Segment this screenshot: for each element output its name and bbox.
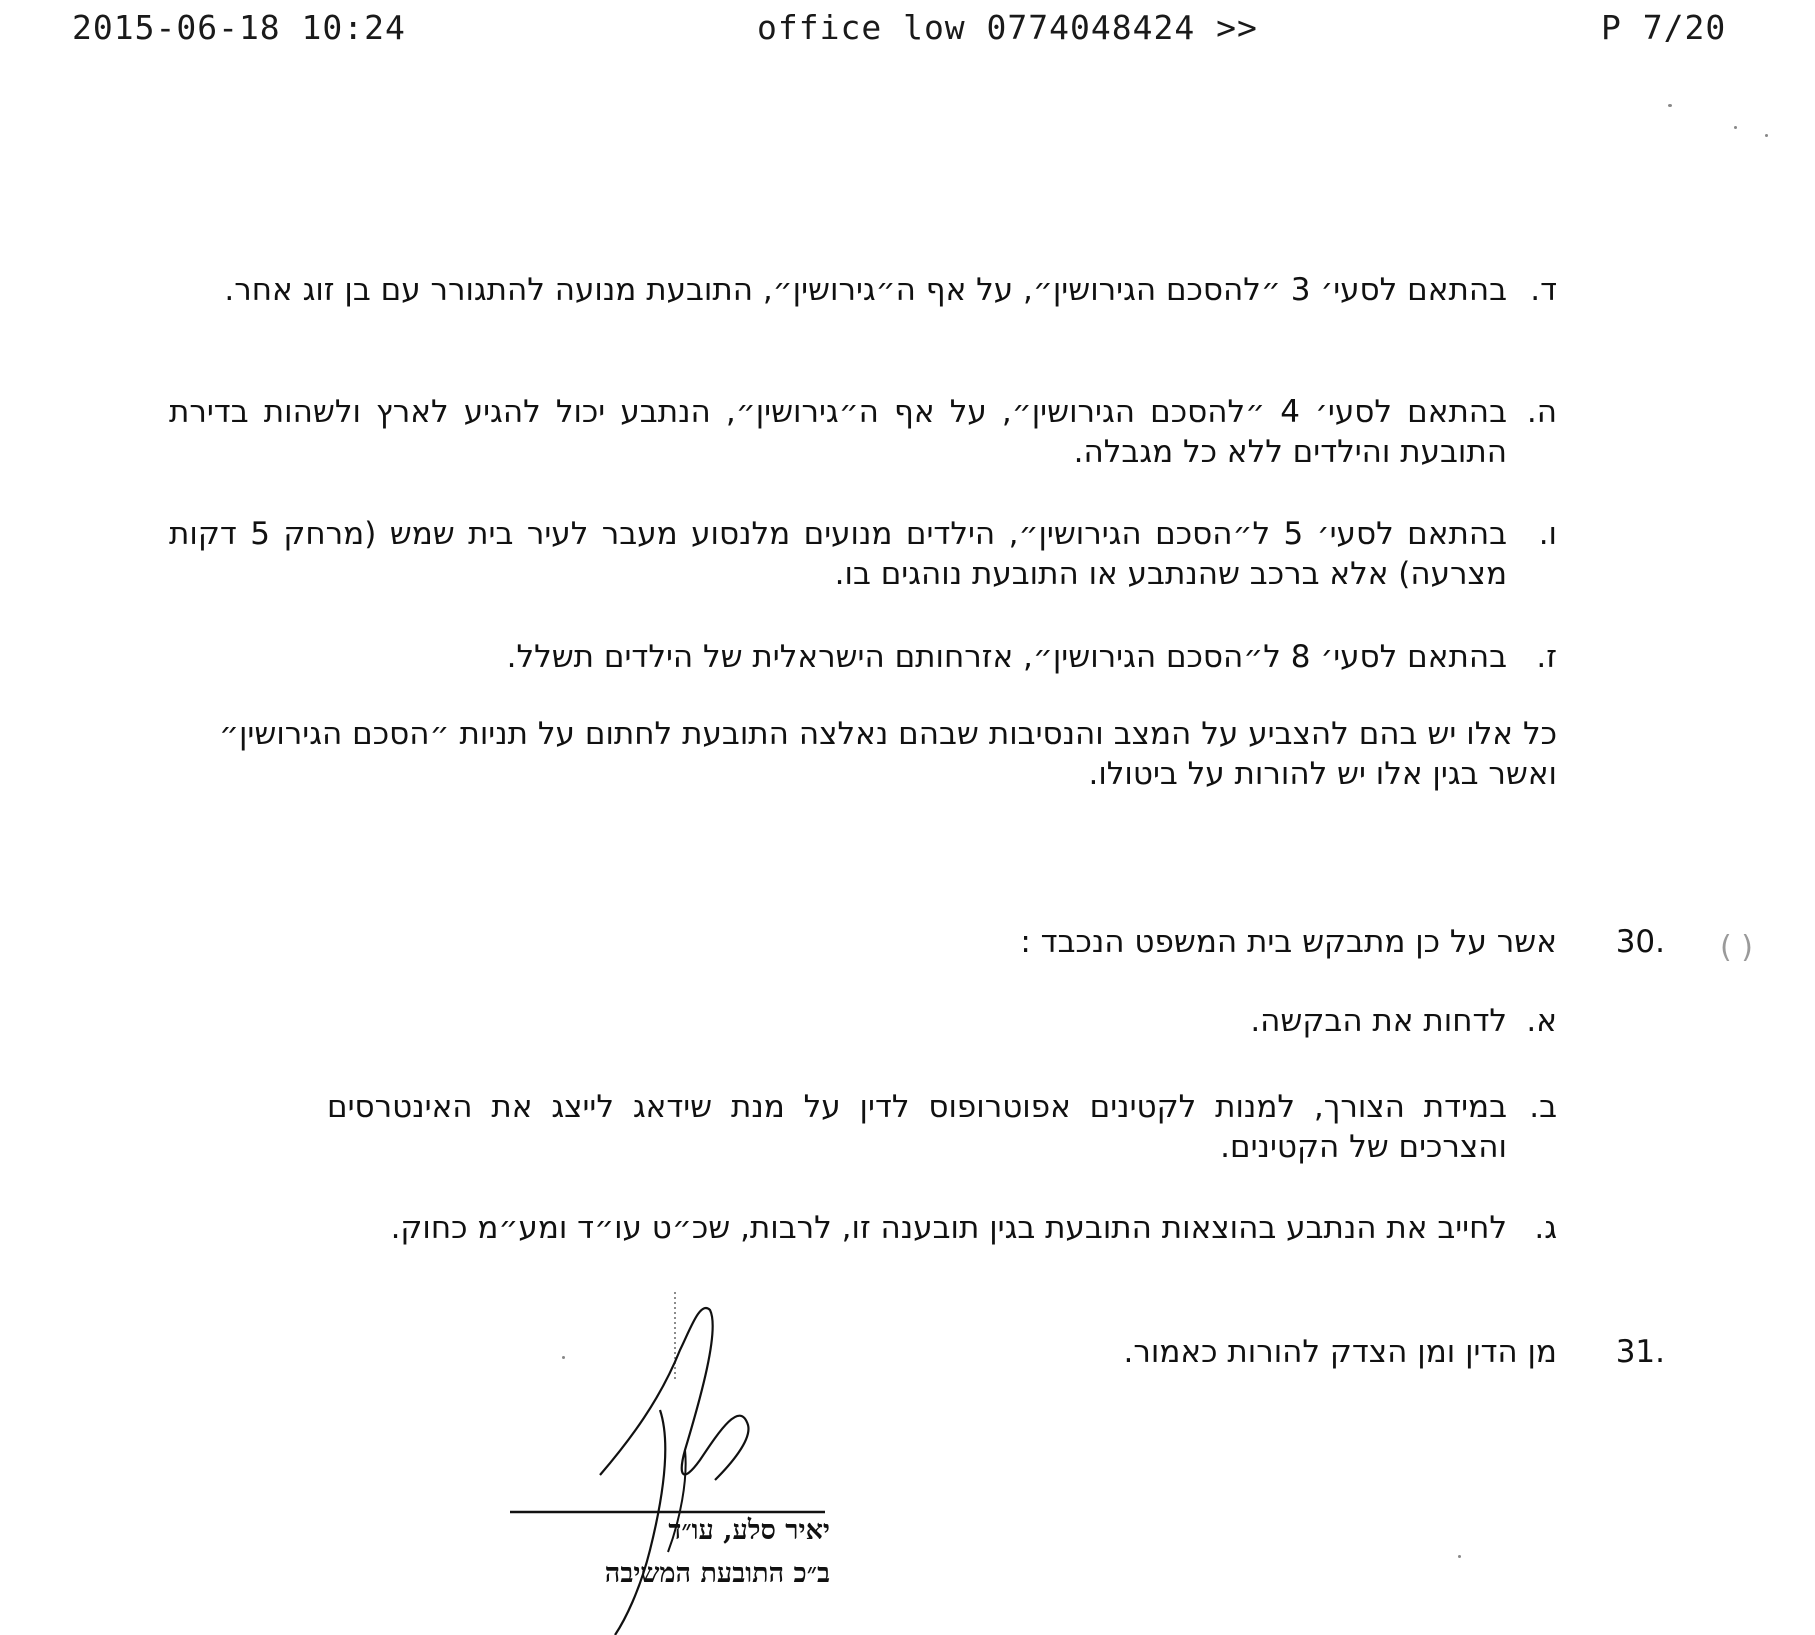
list-item-text: לחייב את הנתבע בהוצאות התובעת בגין תובענה זו, לרבות, שכ״ט עו״ד ומע״מ כחוק. bbox=[390, 1210, 1507, 1246]
scan-speck bbox=[1734, 126, 1737, 129]
signature-name: יאיר סלע, עו״ד bbox=[668, 1515, 830, 1546]
list-item-marker: ב. bbox=[1529, 1089, 1557, 1125]
fax-sender: office low 0774048424 >> bbox=[757, 8, 1258, 47]
scan-speck bbox=[1458, 1555, 1461, 1558]
list-item-text: בהתאם לסעי׳ 3 ״להסכם הגירושין״, על אף ה״גירושין״, התובעת מנועה להתגורר עם בן זוג אחר. bbox=[224, 272, 1507, 308]
list-item bbox=[357, 1001, 1557, 1041]
margin-annotation: ( ) bbox=[1720, 930, 1753, 965]
list-item bbox=[327, 1208, 1557, 1248]
fax-datetime: 2015-06-18 10:24 bbox=[72, 8, 406, 47]
list-item-text: בהתאם לסעי׳ 5 ל״הסכם הגירושין״, הילדים מנועים מלנסוע מעבר לעיר בית שמש (מרחק 5 דקות מצרעה) אלא ברכב שהנתבע או התובעת נוהגים בו. bbox=[169, 516, 1507, 592]
list-item-text: במידת הצורך, למנות לקטינים אפוטרופוס לדין על מנת שידאג לייצג את האינטרסים והצרכים של הקטינים. bbox=[327, 1089, 1507, 1165]
signature-role: ב״כ התובעת המשיבה bbox=[604, 1558, 830, 1589]
list-item-text: בהתאם לסעי׳ 4 ״להסכם הגירושין״, על אף ה״גירושין״, הנתבע יכול להגיע לארץ ולשהות בדירת התובעת והילדים ללא כל מגבלה. bbox=[169, 394, 1507, 470]
list-item-marker: ה. bbox=[1526, 394, 1557, 430]
list-item bbox=[169, 514, 1557, 594]
section-number: 31. bbox=[1615, 1334, 1665, 1370]
section-text: מן הדין ומן הצדק להורות כאמור. bbox=[1123, 1334, 1557, 1370]
list-item bbox=[327, 1087, 1557, 1167]
list-item-text: לדחות את הבקשה. bbox=[1250, 1003, 1507, 1039]
scan-speck bbox=[1765, 134, 1768, 137]
summary-paragraph: כל אלו יש בהם להצביע על המצב והנסיבות שבהם נאלצה התובעת לחתום על תניות ״הסכם הגירושין״ ואשר בגין אלו יש להורות על ביטולו. bbox=[219, 716, 1557, 792]
fax-page-number: P 7/20 bbox=[1601, 8, 1727, 47]
section-number: 30. bbox=[1615, 924, 1665, 960]
list-item bbox=[169, 392, 1557, 472]
list-item-marker: ג. bbox=[1534, 1210, 1557, 1246]
section-text: אשר על כן מתבקש בית המשפט הנכבד : bbox=[1020, 924, 1557, 960]
signature-block bbox=[510, 1290, 840, 1635]
list-item-marker: א. bbox=[1526, 1003, 1557, 1039]
list-item-text: בהתאם לסעי׳ 8 ל״הסכם הגירושין״, אזרחותם הישראלית של הילדים תשלל. bbox=[506, 639, 1507, 675]
list-item bbox=[169, 637, 1557, 677]
list-item-marker: ז. bbox=[1536, 639, 1557, 675]
scan-speck bbox=[1668, 104, 1672, 107]
list-item-marker: ד. bbox=[1530, 272, 1557, 308]
list-item-marker: ו. bbox=[1538, 516, 1557, 552]
section-30 bbox=[465, 922, 1665, 962]
list-item bbox=[169, 270, 1557, 310]
